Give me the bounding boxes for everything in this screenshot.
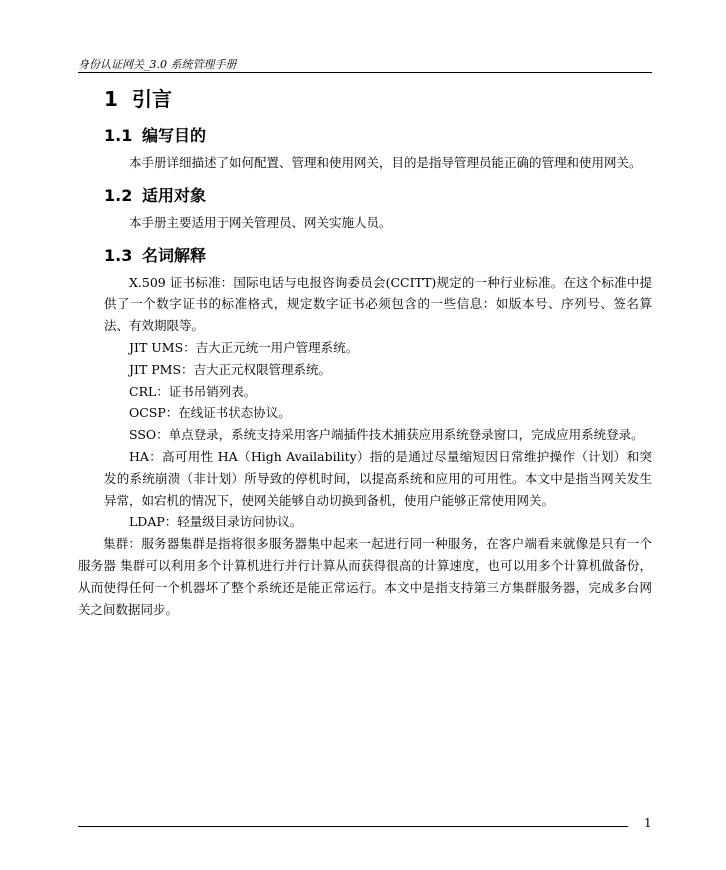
- section-1-3-heading: [104, 244, 652, 268]
- running-header: 身份认证网关_3.0 系统管理手册: [78, 58, 237, 71]
- section-number: 1.1: [104, 126, 133, 145]
- section-title: 编写目的: [142, 126, 207, 145]
- section-1-heading: [104, 84, 652, 114]
- section-number: 1.3: [104, 245, 133, 265]
- section-number: 1: [104, 87, 118, 111]
- section-title: 引言: [132, 87, 172, 111]
- term-jit-ums: JIT UMS：吉大正元统一用户管理系统。: [129, 339, 359, 355]
- term-jit-pms: JIT PMS：吉大正元权限管理系统。: [129, 361, 332, 377]
- term-x509: X.509 证书标准：国际电话与电报咨询委员会(CCITT)规定的一种行业标准。在这个标准中提供了一个数字证书的标准格式，规定数字证书必须包含的一些信息：如版本号、序列号、签名算法、有效期限等。: [104, 274, 652, 334]
- header-rule: [78, 72, 652, 73]
- term-ldap: LDAP：轻量级目录访问协议。: [129, 514, 303, 530]
- document-body: [78, 84, 652, 620]
- section-1-1-heading: [104, 124, 652, 148]
- section-title: 适用对象: [142, 185, 207, 205]
- section-title: 名词解释: [142, 245, 207, 265]
- section-1-2-heading: [104, 184, 652, 208]
- term-ha: HA：高可用性 HA（High Availability）指的是通过尽量缩短因日常维护操作（计划）和突发的系统崩溃（非计划）所导致的停机时间，以提高系统和应用的可用性。本文中是指当网关发生异常，如宕机的情况下，使网关能够自动切换到备机，使用户能够正常使用网关。: [104, 448, 652, 508]
- purpose-paragraph: 本手册详细描述了如何配置、管理和使用网关，目的是指导管理员能正确的管理和使用网关。: [129, 155, 642, 170]
- page-number: 1: [644, 816, 652, 830]
- footer-rule: [78, 826, 628, 827]
- term-cluster: 集群：服务器集群是指将很多服务器集中起来一起进行同一种服务，在客户端看来就像是只有一个服务器 集群可以利用多个计算机进行并行计算从而获得很高的计算速度，也可以用多个计算机做备份，从而使得任何一个机器坏了整个系统还是能正常运行。本文中是指支持第三方集群服务器，完成多台网关之间数据同步。: [78, 536, 652, 617]
- audience-paragraph: 本手册主要适用于网关管理员、网关实施人员。: [129, 214, 392, 230]
- term-sso: SSO：单点登录，系统支持采用客户端插件技术捕获应用系统登录窗口，完成应用系统登录。: [129, 427, 644, 443]
- term-ocsp: OCSP：在线证书状态协议。: [129, 405, 291, 421]
- term-crl: CRL：证书吊销列表。: [129, 383, 257, 399]
- section-number: 1.2: [104, 185, 133, 205]
